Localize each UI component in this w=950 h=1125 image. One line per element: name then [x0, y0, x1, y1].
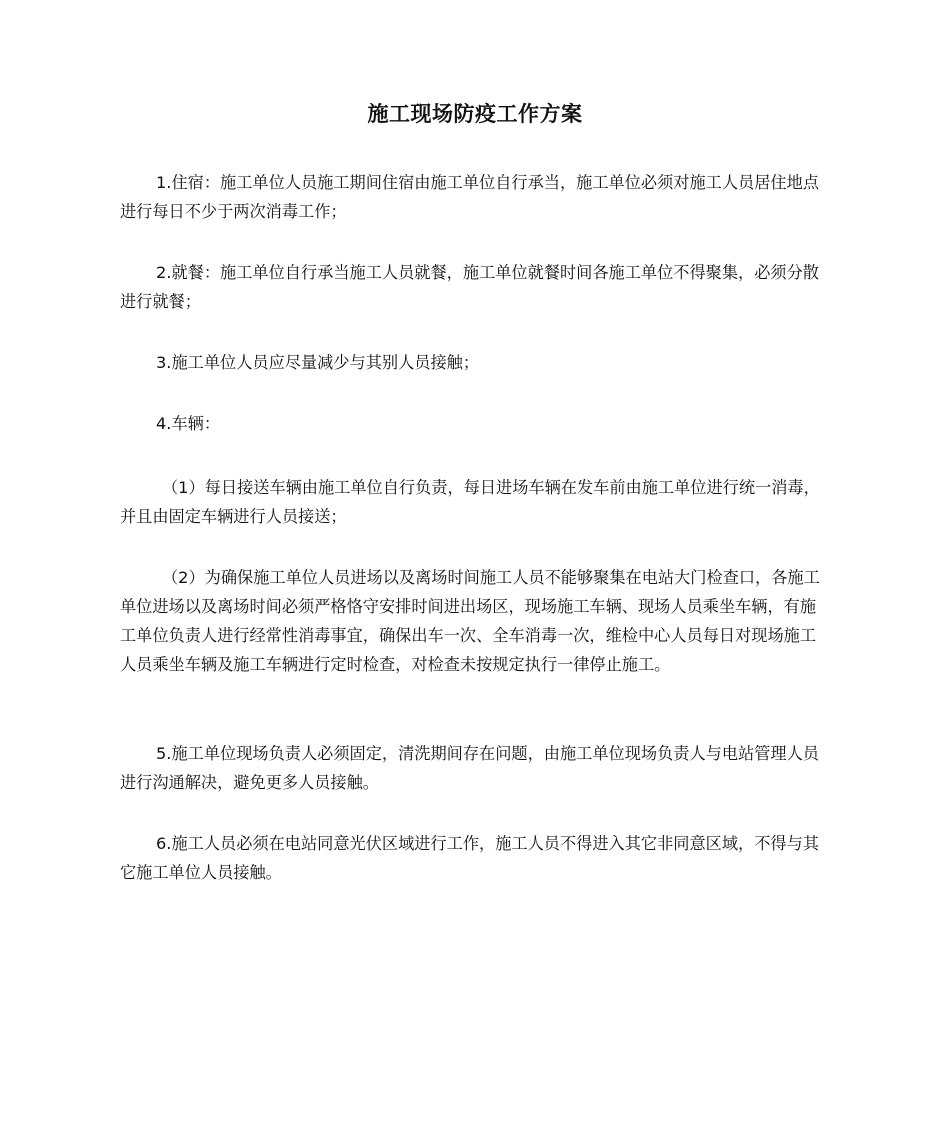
- paragraph-work-area: 6.施工人员必须在电站同意光伏区域进行工作，施工人员不得进入其它非同意区域，不得与其它施工单位人员接触。: [120, 834, 819, 882]
- paragraph-site-manager: 5.施工单位现场负责人必须固定，清洗期间存在问题，由施工单位现场负责人与电站管理人员进行沟通解决，避免更多人员接触。: [120, 744, 819, 792]
- paragraph-contact: 3.施工单位人员应尽量减少与其别人员接触；: [156, 353, 480, 372]
- paragraph-lodging: 1.住宿：施工单位人员施工期间住宿由施工单位自行承当，施工单位必须对施工人员居住地点进行每日不少于两次消毒工作；: [120, 173, 819, 221]
- paragraph-vehicles-heading: 4.车辆：: [156, 414, 221, 433]
- paragraph-vehicles-item-1: （1）每日接送车辆由施工单位自行负责，每日进场车辆在发车前由施工单位进行统一消毒，并且由固定车辆进行人员接送；: [120, 478, 820, 526]
- paragraph-dining: 2.就餐：施工单位自行承当施工人员就餐，施工单位就餐时间各施工单位不得聚集，必须分散进行就餐；: [120, 263, 819, 311]
- paragraph-vehicles-item-2: （2）为确保施工单位人员进场以及离场时间施工人员不能够聚集在电站大门检查口，各施工单位进场以及离场时间必须严格恪守安排时间进出场区，现场施工车辆、现场人员乘坐车辆，有施工单位负责人进行经常性消毒事宜，确保出车一次、全车消毒一次，维检中心人员每日对现场施工人员乘坐车辆及施工车辆进行定时检查，对检查未按规定执行一律停止施工。: [120, 568, 820, 674]
- document-title: 施工现场防疫工作方案: [367, 102, 583, 126]
